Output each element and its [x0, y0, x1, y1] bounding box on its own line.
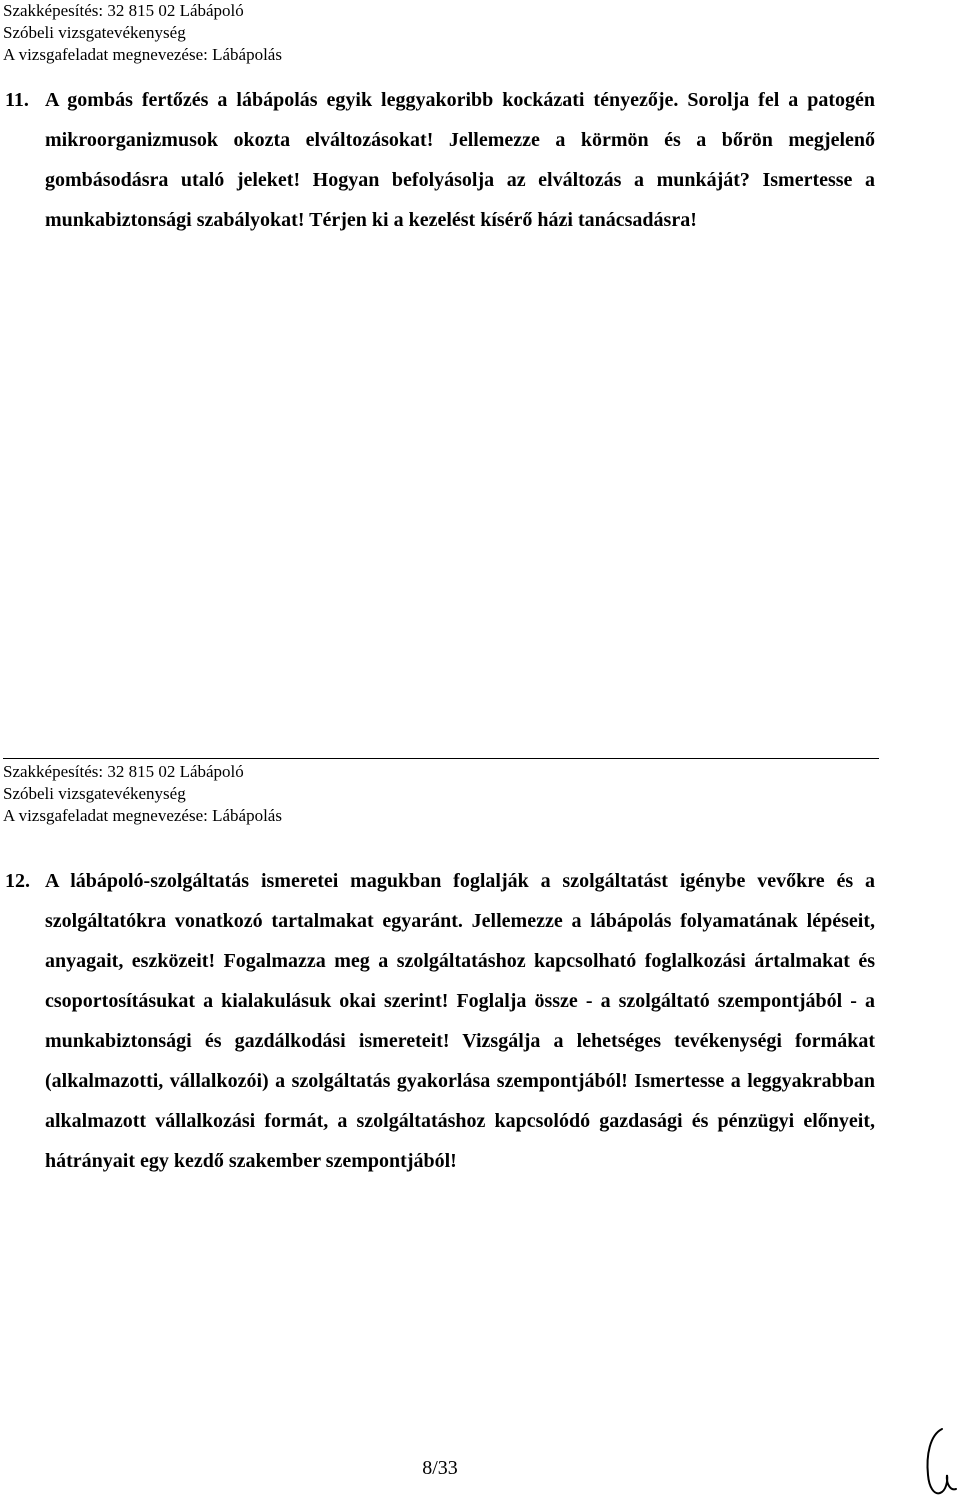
question-text: A lábápoló-szolgáltatás ismeretei magukban foglalják a szolgáltatást igénybe vevőkre és a szolgáltatókra vonatkozó tartalmakat egyaránt. Jellemezze a lábápolás folyamatának lépéseit, anyagait, eszközeit! Fogalmazza meg a szolgáltatáshoz kapcsolható foglalkozási ártalmakat és csoportosításukat a kialakulásuk okai szerint! Foglalja össze - a szolgáltató szempontjából - a munkabiztonsági és gazdálkodási ismereteit! Vizsgálja a lehetséges tevékenységi formákat (alkalmazotti, vállalkozói) a szolgáltatás gyakorlása szempontjából! Ismertesse a leggyakrabban alkalmazott vállalkozási formát, a szolgáltatáshoz kapcsolódó gazdasági és pénzügyi előnyeit, hátrányait egy kezdő szakember szempontjából!	[45, 870, 875, 1172]
page-number: 8/33	[422, 1457, 458, 1479]
header-qualification: Szakképesítés: 32 815 02 Lábápoló	[3, 762, 244, 781]
question-12	[5, 861, 875, 1181]
question-text: A gombás fertőzés a lábápolás egyik leggyakoribb kockázati tényezője. Sorolja fel a patogén mikroorganizmusok okozta elváltozásokat! Jellemezze a körmön és a bőrön megjelenő gombásodásra utaló jeleket! Hogyan befolyásolja az elváltozás a munkáját? Ismertesse a munkabiztonsági szabályokat! Térjen ki a kezelést kísérő házi tanácsadásra!	[45, 89, 875, 231]
header-task-name: A vizsgafeladat megnevezése: Lábápolás	[3, 45, 282, 64]
section-divider	[3, 758, 879, 759]
header-qualification: Szakképesítés: 32 815 02 Lábápoló	[3, 1, 244, 20]
page-header	[3, 0, 883, 66]
header-exam-activity: Szóbeli vizsgatevékenység	[3, 784, 186, 803]
section-header	[3, 761, 883, 827]
signature-mark	[920, 1425, 960, 1503]
question-number: 11.	[5, 89, 29, 111]
header-exam-activity: Szóbeli vizsgatevékenység	[3, 23, 186, 42]
question-11	[5, 80, 875, 240]
header-task-name: A vizsgafeladat megnevezése: Lábápolás	[3, 806, 282, 825]
question-number: 12.	[5, 870, 30, 892]
